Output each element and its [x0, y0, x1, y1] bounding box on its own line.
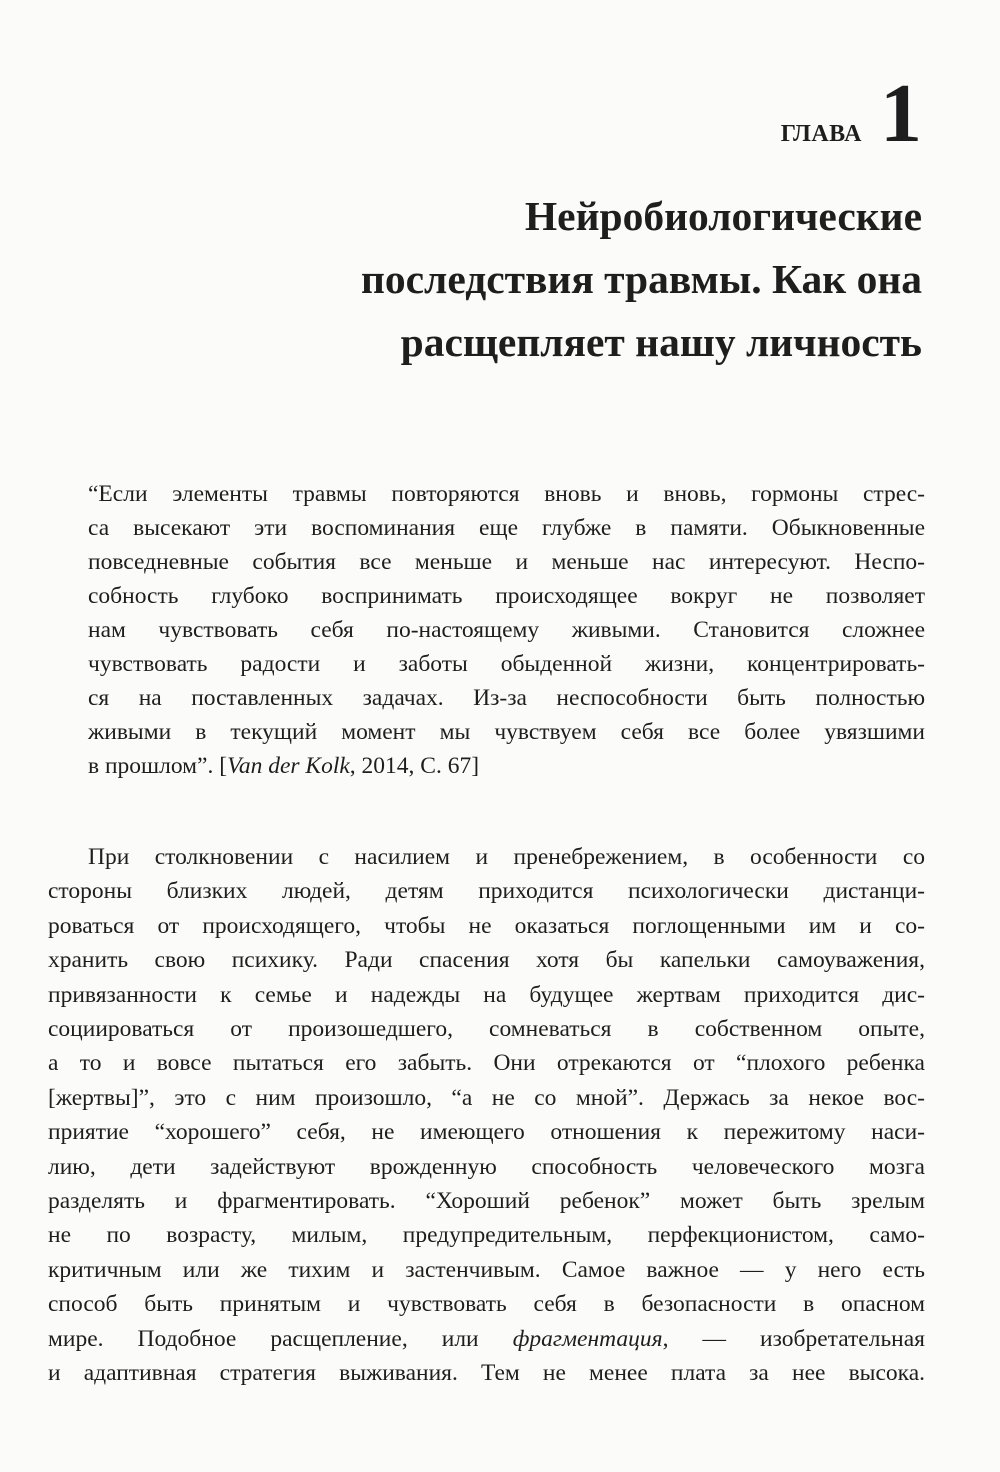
chapter-label: ГЛАВА	[780, 121, 862, 147]
paragraph-line: хранить свою психику. Ради спасения хотя бы капельки самоуважения,	[48, 947, 925, 974]
epigraph-line: нам чувствовать себя по-настоящему живыми. Становится сложнее	[88, 617, 925, 643]
paragraph-line: разделять и фрагментировать. “Хороший ребенок” может быть зрелым	[48, 1188, 925, 1215]
epigraph-quote	[88, 477, 925, 783]
paragraph-line: роваться от происходящего, чтобы не оказаться поглощенными им и со-	[48, 912, 925, 939]
epigraph-last-line	[88, 749, 925, 783]
paragraph-line: критичным или же тихим и застенчивым. Самое важное — у него есть	[48, 1256, 925, 1283]
paragraph-line-italic	[48, 1322, 925, 1356]
paragraph-line: не по возрасту, милым, предупредительным, перфекционистом, само-	[48, 1222, 925, 1249]
chapter-number: 1	[880, 67, 922, 160]
paragraph-line: а то и вовсе пытаться его забыть. Они отрекаются от “плохого ребенка	[48, 1050, 925, 1077]
paragraph-line: способ быть принятым и чувствовать себя в безопасности в опасном	[48, 1291, 925, 1318]
title-line: расщепляет нашу личность	[400, 319, 922, 365]
epigraph-line: са высекают эти воспоминания еще глубже в памяти. Обыкновенные	[88, 515, 925, 541]
paragraph-line: стороны близких людей, детям приходится психологически дистанци-	[48, 878, 925, 905]
paragraph-line: При столкновении с насилием и пренебрежением, в особенности со	[88, 844, 925, 870]
citation-author: Van der Kolk	[227, 753, 350, 779]
title-line: последствия травмы. Как она	[360, 256, 922, 302]
epigraph-line: повседневные события все меньше и меньше нас интересуют. Неспо-	[88, 549, 925, 575]
epigraph-line: собность глубоко воспринимать происходящее вокруг не позволяет	[88, 583, 925, 609]
line-text: , — изобретательная	[662, 1325, 925, 1352]
paragraph-line: лию, дети задействуют врожденную способность человеческого мозга	[48, 1153, 925, 1180]
paragraph-line: привязанности к семье и надежды на будущее жертвам приходится дис-	[48, 981, 925, 1008]
italic-term: фрагментация	[512, 1325, 663, 1352]
title-line: Нейробиологические	[524, 193, 922, 239]
epigraph-line: “Если элементы травмы повторяются вновь и вновь, гормоны стрес-	[88, 481, 925, 507]
line-text: мире. Подобное расщепление, или	[48, 1325, 513, 1352]
paragraph-last-line: и адаптивная стратегия выживания. Тем не менее плата за нее высока.	[48, 1360, 925, 1387]
epigraph-line: живыми в текущий момент мы чувствуем себя все более увязшими	[88, 719, 925, 745]
chapter-title	[202, 185, 922, 374]
epigraph-last-text: в прошлом”. [	[88, 753, 228, 779]
paragraph-line: социироваться от произошедшего, сомневаться в собственном опыте,	[48, 1016, 925, 1043]
epigraph-line: чувствовать радости и заботы обыденной жизни, концентрировать-	[88, 651, 925, 677]
epigraph-line: ся на поставленных задачах. Из-за неспособности быть полностью	[88, 685, 925, 711]
paragraph-line: приятие “хорошего” себя, не имеющего отношения к пережитому наси-	[48, 1119, 925, 1146]
paragraph-line: [жертвы]”, это с ним произошло, “а не со мной”. Держась за некое вос-	[48, 1084, 925, 1111]
chapter-heading	[780, 67, 922, 160]
body-paragraph	[48, 840, 925, 1391]
citation-details: , 2014, С. 67]	[349, 753, 480, 779]
